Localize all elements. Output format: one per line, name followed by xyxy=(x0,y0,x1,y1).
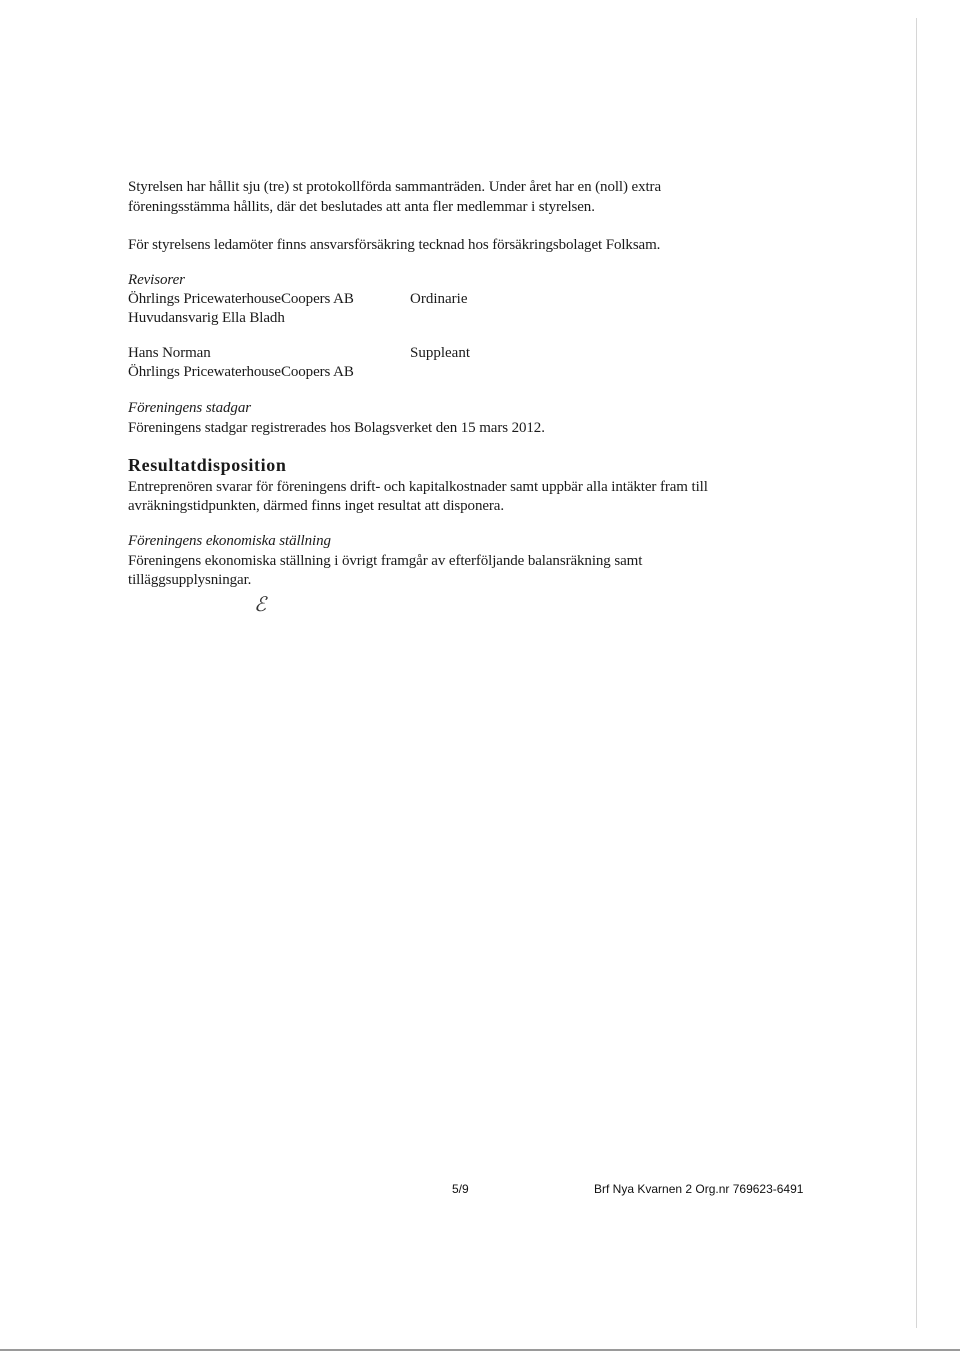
auditor-deputy-name: Hans Norman xyxy=(128,345,211,361)
scan-edge-line xyxy=(916,18,917,1328)
auditor-ordinary-role: Ordinarie xyxy=(410,291,468,307)
financial-position-line-2: tilläggsupplysningar. xyxy=(128,572,252,588)
meetings-text-line-1: Styrelsen har hållit sju (tre) st protokollförda sammanträden. Under året har en (noll) extra xyxy=(128,179,662,195)
disposition-text-line-2: avräkningstidpunkten, därmed finns inget resultat att disponera. xyxy=(128,498,505,514)
footer-page-number: 5/9 xyxy=(452,1182,469,1196)
insurance-text: För styrelsens ledamöter finns ansvarsförsäkring tecknad hos försäkringsbolaget Folksam. xyxy=(128,237,661,253)
bylaws-heading: Föreningens stadgar xyxy=(128,400,251,416)
auditor-deputy-detail: Öhrlings PricewaterhouseCoopers AB xyxy=(128,364,354,380)
auditor-deputy-role: Suppleant xyxy=(410,345,470,361)
footer-organization: Brf Nya Kvarnen 2 Org.nr 769623-6491 xyxy=(594,1182,804,1196)
meetings-text-line-2: föreningsstämma hållits, där det beslutades att anta fler medlemmar i styrelsen. xyxy=(128,199,595,215)
handwritten-initials: ℰ xyxy=(254,594,267,616)
scan-bottom-edge xyxy=(0,1349,960,1351)
bylaws-text: Föreningens stadgar registrerades hos Bolagsverket den 15 mars 2012. xyxy=(128,420,545,436)
financial-position-line-1: Föreningens ekonomiska ställning i övrigt framgår av efterföljande balansräkning samt xyxy=(128,553,643,569)
auditors-heading: Revisorer xyxy=(128,272,185,288)
auditor-ordinary-name: Öhrlings PricewaterhouseCoopers AB xyxy=(128,291,354,307)
financial-position-heading: Föreningens ekonomiska ställning xyxy=(128,533,331,549)
disposition-text-line-1: Entreprenören svarar för föreningens drift- och kapitalkostnader samt uppbär alla intäkter fram till xyxy=(128,479,708,495)
disposition-heading: Resultatdisposition xyxy=(128,455,287,475)
auditor-ordinary-detail: Huvudansvarig Ella Bladh xyxy=(128,310,285,326)
